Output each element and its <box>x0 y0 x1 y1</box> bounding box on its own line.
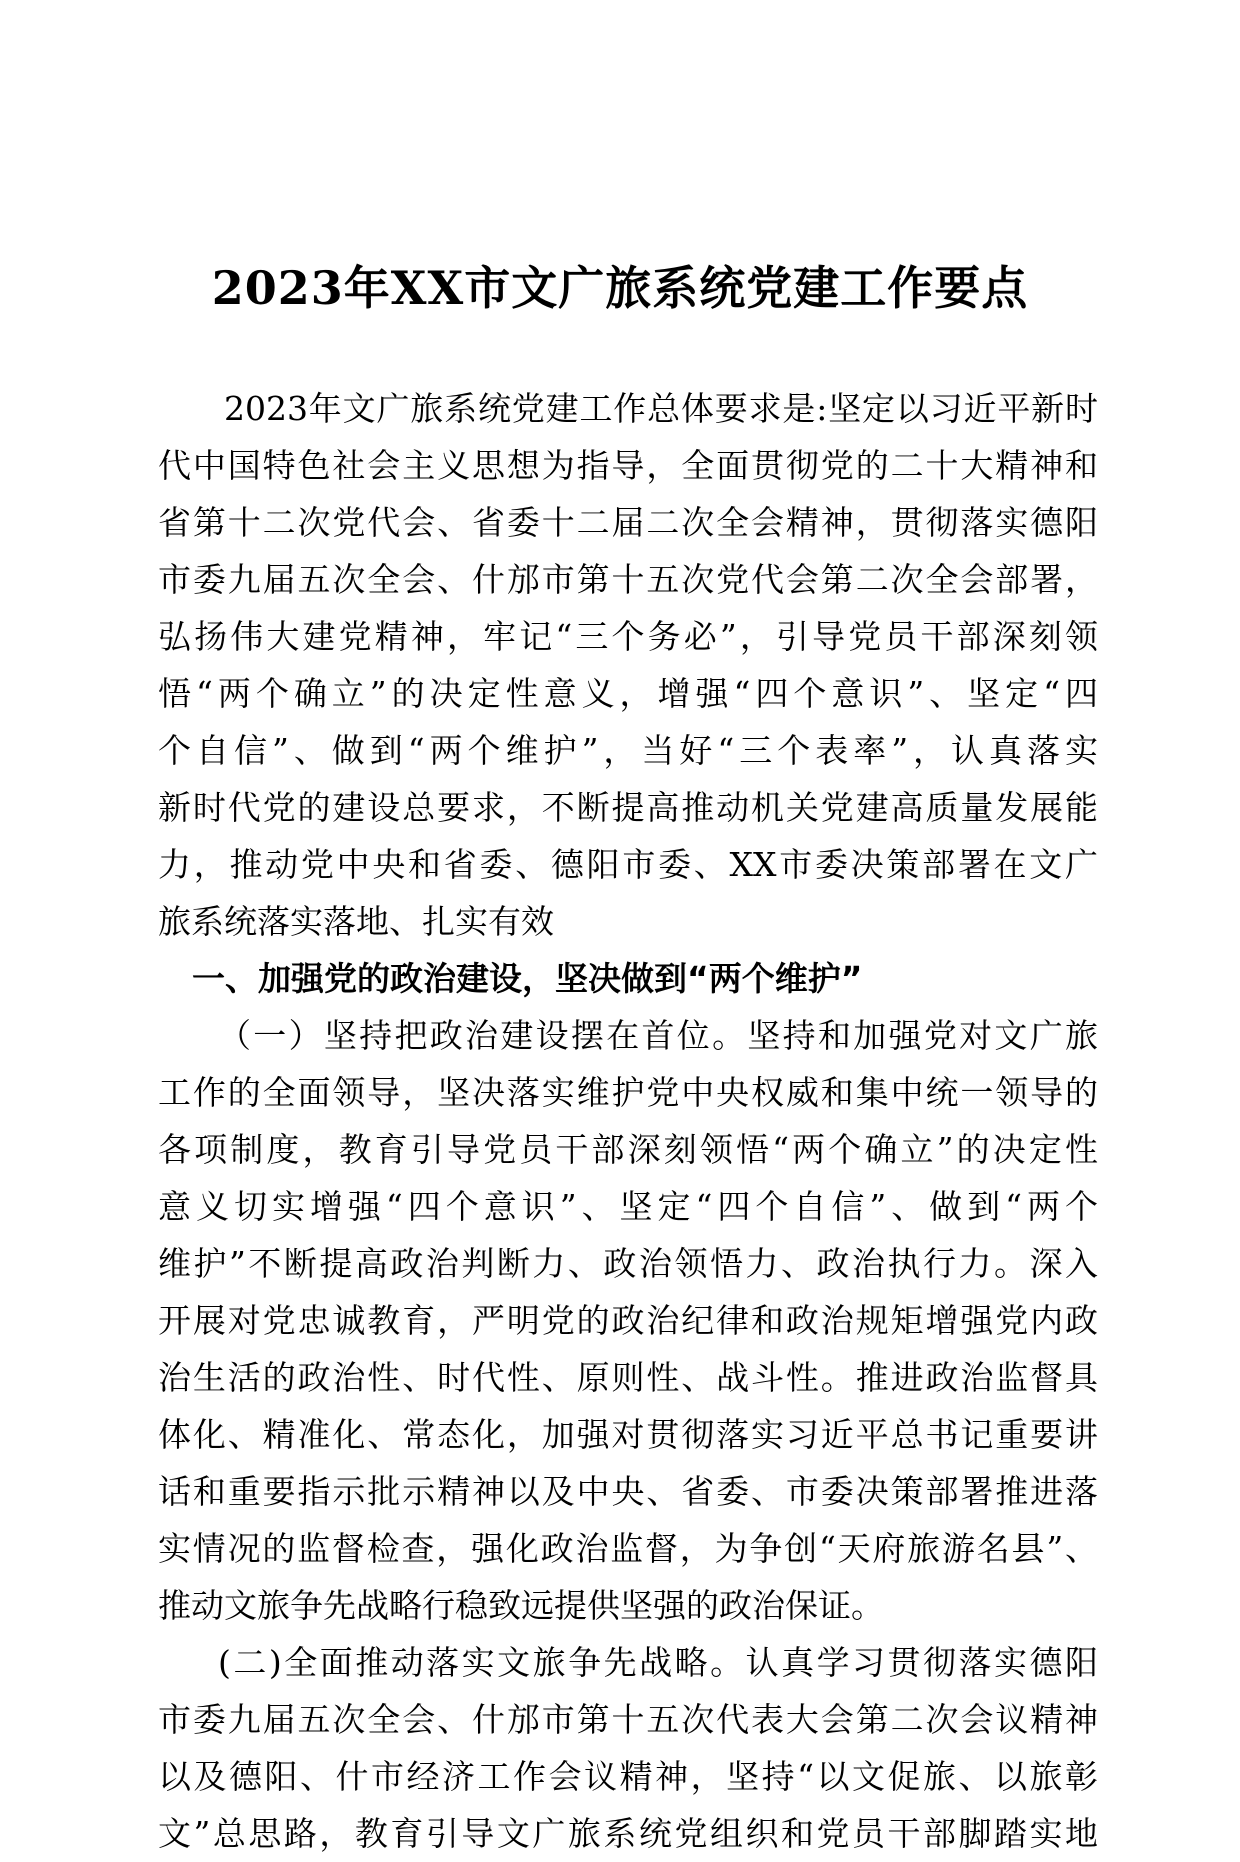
paragraph-line: 悟“两个确立”的决定性意义，增强“四个意识”、坚定“四 <box>158 674 1098 713</box>
paragraph-line: （一）坚持把政治建设摆在首位。坚持和加强党对文广旅 <box>218 1016 1098 1055</box>
paragraph-line: 市委九届五次全会、什邡市第十五次代表大会第二次会议精神 <box>158 1700 1098 1739</box>
paragraph-line: 2023年文广旅系统党建工作总体要求是:坚定以习近平新时 <box>224 389 1098 428</box>
paragraph-line: 开展对党忠诚教育，严明党的政治纪律和政治规矩增强党内政 <box>158 1301 1098 1340</box>
paragraph-line: 话和重要指示批示精神以及中央、省委、市委决策部署推进落 <box>158 1472 1098 1511</box>
paragraph-line: 推动文旅争先战略行稳致远提供坚强的政治保证。 <box>158 1586 884 1625</box>
paragraph-line: 各项制度，教育引导党员干部深刻领悟“两个确立”的决定性 <box>158 1130 1098 1169</box>
paragraph-line: 旅系统落实落地、扎实有效 <box>158 902 554 941</box>
paragraph-line: 治生活的政治性、时代性、原则性、战斗性。推进政治监督具 <box>158 1358 1098 1397</box>
paragraph-line: 维护”不断提高政治判断力、政治领悟力、政治执行力。深入 <box>158 1244 1098 1283</box>
paragraph-line: 新时代党的建设总要求，不断提高推动机关党建高质量发展能 <box>158 788 1098 827</box>
document-title: 2023年XX市文广旅系统党建工作要点 <box>211 261 1029 315</box>
paragraph-line: 以及德阳、什市经济工作会议精神，坚持“以文促旅、以旅彰 <box>158 1757 1098 1796</box>
section-heading: 一、加强党的政治建设，坚决做到“两个维护” <box>192 959 863 998</box>
paragraph-line: (二)全面推动落实文旅争先战略。认真学习贯彻落实德阳 <box>218 1643 1098 1682</box>
paragraph-line: 弘扬伟大建党精神，牢记“三个务必”，引导党员干部深刻领 <box>158 617 1098 656</box>
paragraph-line: 力，推动党中央和省委、德阳市委、XX市委决策部署在文广 <box>158 845 1098 884</box>
paragraph-line: 实情况的监督检查，强化政治监督，为争创“天府旅游名县”、 <box>158 1529 1098 1568</box>
paragraph-line: 体化、精准化、常态化，加强对贯彻落实习近平总书记重要讲 <box>158 1415 1098 1454</box>
paragraph-line: 市委九届五次全会、什邡市第十五次党代会第二次全会部署， <box>158 560 1098 599</box>
subsection-1-paragraph <box>158 1007 1098 1634</box>
paragraph-line: 省第十二次党代会、省委十二届二次全会精神，贯彻落实德阳 <box>158 503 1098 542</box>
paragraph-line: 文”总思路，教育引导文广旅系统党组织和党员干部脚踏实地 <box>158 1814 1098 1853</box>
paragraph-line: 代中国特色社会主义思想为指导，全面贯彻党的二十大精神和 <box>158 446 1098 485</box>
subsection-2-paragraph <box>158 1634 1098 1862</box>
paragraph-line: 意义切实增强“四个意识”、坚定“四个自信”、做到“两个 <box>158 1187 1098 1226</box>
intro-paragraph <box>158 380 1098 950</box>
document-body <box>158 380 1098 1862</box>
paragraph-line: 个自信”、做到“两个维护”，当好“三个表率”，认真落实 <box>158 731 1098 770</box>
paragraph-line: 工作的全面领导，坚决落实维护党中央权威和集中统一领导的 <box>158 1073 1098 1112</box>
